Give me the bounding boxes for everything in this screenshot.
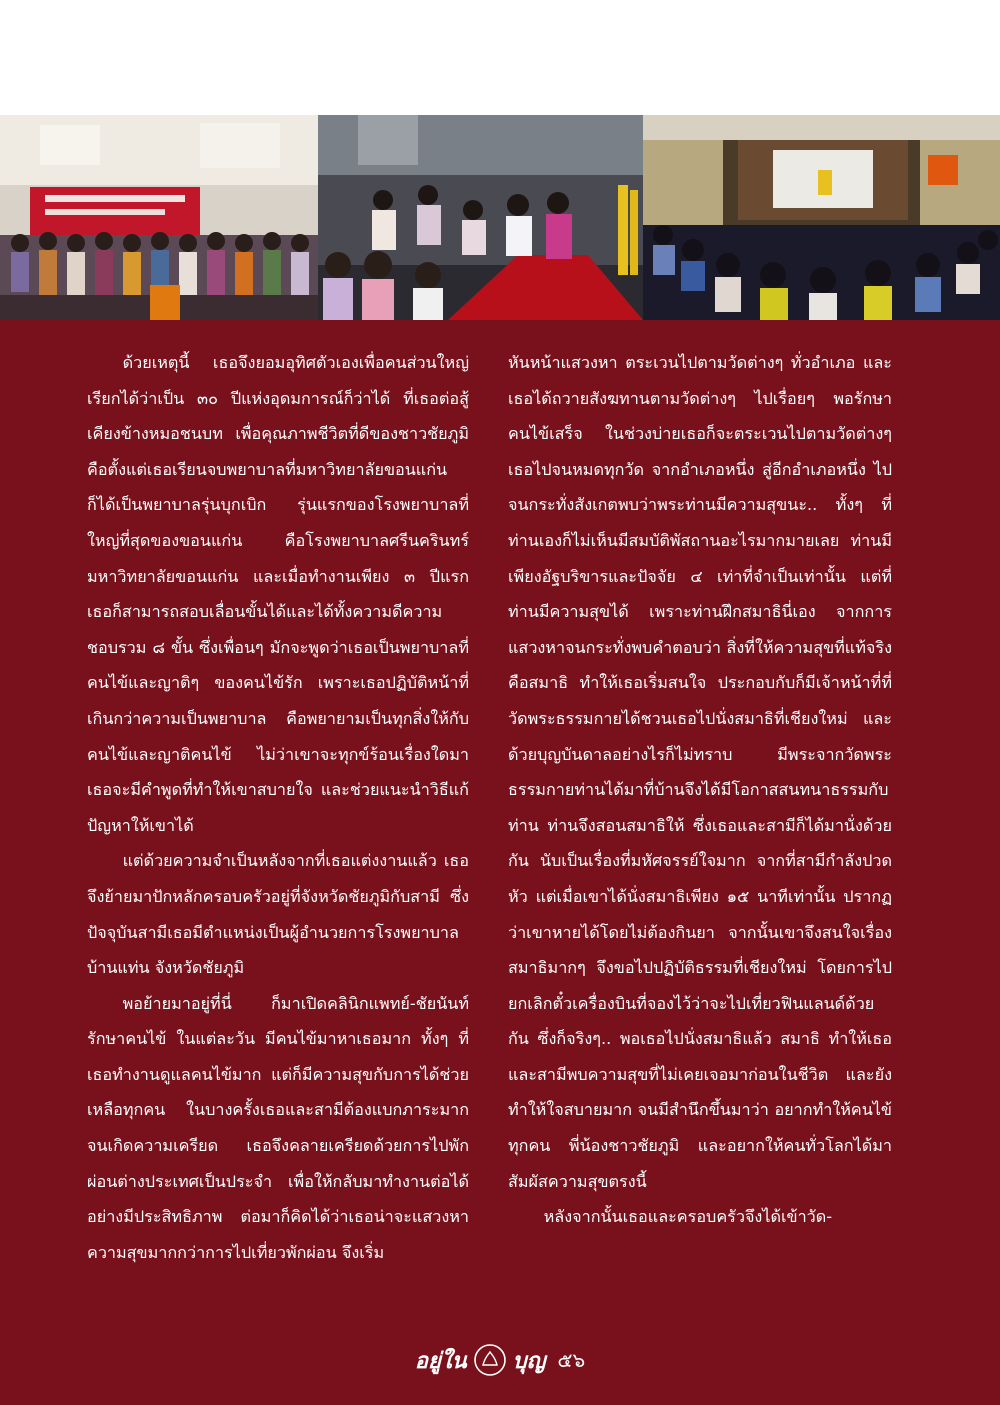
paragraph: พอย้ายมาอยู่ที่นี่ ก็มาเปิดคลินิกแพทย์-ชัยนันท์ รักษาคนไข้ ในแต่ละวัน มีคนไข้มาหาเธอมาก ทั้งๆ ที่เธอทำงานดูแลคนไข้มาก แต่ก็มีความสุขกับการได้ช่วยเหลือทุกคน ในบางครั้งเธอและสามีต้องแบกภาระมากจนเกิดความเครียด เธอจึงคลายเครียดด้วยการไปพักผ่อนต่างประเทศเป็นประจำ เพื่อให้กลับมาทำงานต่อได้อย่างมีประสิทธิภาพ ต่อมาก็คิดได้ว่าเธอน่าจะแสวงหาความสุขมากกว่าการไปเที่ยวพักผ่อน จึงเริ่ม <box>87 993 469 1262</box>
left-text-column <box>87 345 469 1270</box>
paragraph: แต่ด้วยความจำเป็นหลังจากที่เธอแต่งงานแล้ว เธอจึงย้ายมาปักหลักครอบครัวอยู่ที่จังหวัดชัยภูมิกับสามี ซึ่งปัจจุบันสามีเธอมีตำแหน่งเป็นผู้อำนวยการโรงพยาบาลบ้านแท่น จังหวัดชัยภูมิ <box>87 851 469 978</box>
right-text-column <box>508 345 892 1235</box>
paragraph: ด้วยเหตุนี้ เธอจึงยอมอุทิศตัวเองเพื่อคนส่วนใหญ่ เรียกได้ว่าเป็น ๓๐ ปีแห่งอุดมการณ์ก็ว่าได้ ที่เธอต่อสู้เคียงข้างหมอชนบท เพื่อคุณภาพชีวิตที่ดีของชาวชัยภูมิ คือตั้งแต่เธอเรียนจบพยาบาลที่มหาวิทยาลัยขอนแก่น ก็ได้เป็นพยาบาลรุ่นบุกเบิก รุ่นแรกของโรงพยาบาลที่ใหญ่ที่สุดของขอนแก่น คือโรงพยาบาลศรีนครินทร์มหาวิทยาลัยขอนแก่น และเมื่อทำงานเพียง ๓ ปีแรก เธอก็สามารถสอบเลื่อนขั้นได้และได้ทั้งความดีความชอบรวม ๘ ขั้น ซึ่งเพื่อนๆ มักจะพูดว่าเธอเป็นพยาบาลที่คนไข้และญาติๆ ของคนไข้รัก เพราะเธอปฏิบัติหน้าที่เกินกว่าความเป็นพยาบาล คือพยายามเป็นทุกสิ่งให้กับคนไข้และญาติคนไข้ ไม่ว่าเขาจะทุกข์ร้อนเรื่องใดมา เธอจะมีคำพูดที่ทำให้เขาสบายใจ และช่วยแนะนำวิธีแก้ปัญหาให้เขาได้ <box>87 353 469 835</box>
hall-audience-photo <box>643 115 1000 320</box>
ceremony-photo <box>318 115 643 320</box>
paragraph: หันหน้าแสวงหา ตระเวนไปตามวัดต่างๆ ทั่วอำเภอ และเธอได้ถวายสังฆทานตามวัดต่างๆ ไปเรื่อยๆ พอรักษาคนไข้เสร็จ ในช่วงบ่ายเธอก็จะตระเวนไปตามวัดต่างๆ เธอไปจนหมดทุกวัด จากอำเภอหนึ่ง สู่อีกอำเภอหนึ่ง ไปจนกระทั่งสังเกตพบว่าพระท่านมีความสุขนะ.. ทั้งๆ ที่ท่านเองก็ไม่เห็นมีสมบัติพัสถานอะไรมากมายเลย ท่านมีเพียงอัฐบริขารและปัจจัย ๔ เท่าที่จำเป็นเท่านั้น แต่ที่ท่านมีความสุขได้ เพราะท่านฝึกสมาธินี่เอง จากการแสวงหาจนกระทั่งพบคำตอบว่า สิ่งที่ให้ความสุขที่แท้จริง คือสมาธิ ทำให้เธอเริ่มสนใจ ประกอบกับก็มีเจ้าหน้าที่ที่วัดพระธรรมกายได้ชวนเธอไปนั่งสมาธิที่เชียงใหม่ และด้วยบุญบันดาลอย่างไรก็ไม่ทราบ มีพระจากวัดพระธรรมกายท่านได้มาที่บ้านจึงได้มีโอกาสสนทนาธรรมกับท่าน ท่านจึงสอนสมาธิให้ ซึ่งเธอและสามีก็ได้มานั่งด้วยกัน นับเป็นเรื่องที่มหัศจรรย์ใจมาก จากที่สามีกำลังปวดหัว แต่เมื่อเขาได้นั่งสมาธิเพียง ๑๕ นาทีเท่านั้น ปรากฏว่าเขาหายได้โดยไม่ต้องกินยา จากนั้นเขาจึงสนใจเรื่องสมาธิมากๆ จึงขอไปปฏิบัติธรรมที่เชียงใหม่ โดยการไปยกเลิกตั๋วเครื่องบินที่จองไว้ว่าจะไปเที่ยวฟินแลนด์ด้วยกัน ซึ่งก็จริงๆ.. พอเธอไปนั่งสมาธิแล้ว สมาธิ ทำให้เธอและสามีพบความสุขที่ไม่เคยเจอมาก่อนในชีวิต และยังทำให้ใจสบายมาก จนมีสำนึกขึ้นมาว่า อยากทำให้คนไข้ทุกคน พี่น้องชาวชัยภูมิ และอยากให้คนทั่วโลกได้มาสัมผัสความสุขตรงนี้ <box>508 353 892 1191</box>
paragraph: หลังจากนั้นเธอและครอบครัวจึงได้เข้าวัด- <box>543 1207 833 1227</box>
magazine-logo-left: อยู่ใน <box>414 1347 467 1374</box>
page-footer <box>0 1340 1000 1380</box>
group-photo-banner <box>0 115 318 320</box>
page-number: ๕๖ <box>557 1348 586 1372</box>
lotus-emblem-icon <box>473 1343 507 1377</box>
photo-strip <box>0 115 1000 320</box>
magazine-logo-right: บุญ <box>512 1347 546 1374</box>
